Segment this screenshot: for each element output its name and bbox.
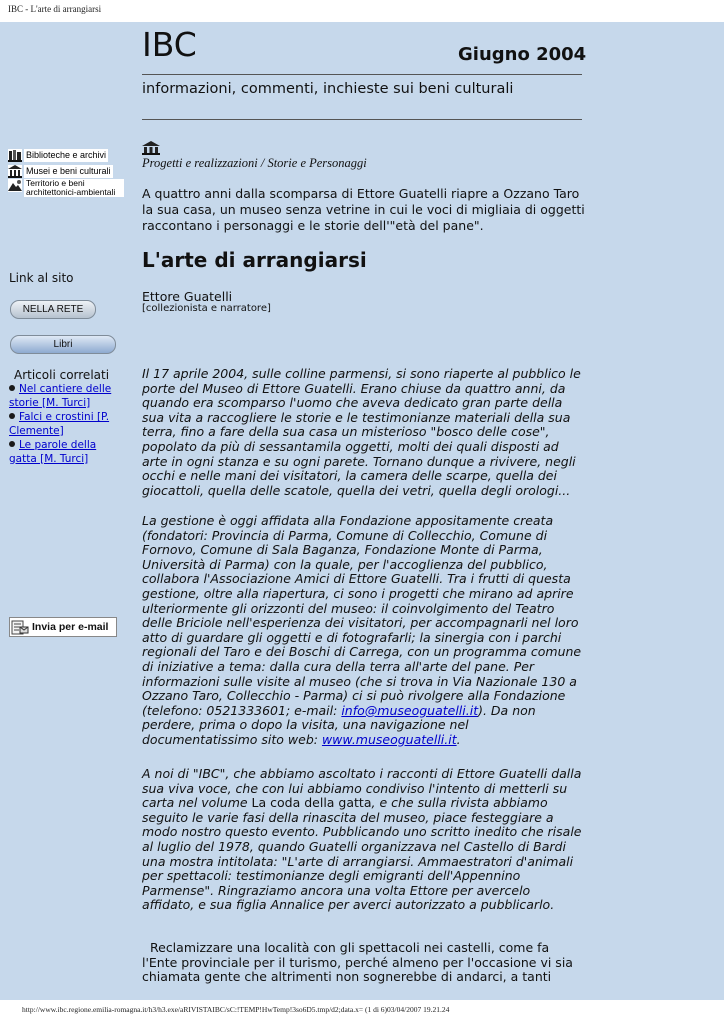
article-paragraph-1: Il 17 aprile 2004, sulle colline parmensi, si sono riaperte al pubblico le porte del Museo di Ettore Guatelli. Erano chiuse da quattro anni, da quando era scomparso l'uomo che aveva dedicato gran parte della sua vita a raccogliere le storie e le testimonianze materiali della sua terra, fino a fare della sua casa un misterioso "bosco delle cose", popolato da più di sessantamila oggetti, molti dei quali disposti ad arte in ogni stanza e su ogni parete. Tornano dunque a rivivere, negli occhi e nelle mani dei visitatori, la camera delle scarpe, quella dei giocattoli, quella delle scatole, quella dei vetri, quella degli orologi... <box>142 366 581 498</box>
list-item <box>9 383 121 410</box>
article-author-role: [collezionista e narratore] <box>142 303 271 314</box>
article-title: L'arte di arrangiarsi <box>142 248 367 272</box>
masthead-rule-bottom <box>142 119 582 120</box>
article-author: Ettore Guatelli <box>142 289 233 304</box>
email-icon <box>11 619 29 635</box>
bullet-icon <box>9 413 15 419</box>
museum-icon <box>142 141 160 155</box>
masthead-tagline: informazioni, commenti, inchieste sui beni culturali <box>142 81 514 97</box>
article-paragraph-4: Reclamizzare una località con gli spettacoli nei castelli, come fa l'Ente provinciale per il turismo, perché almeno per l'occasione vi sia chiamata gente che altrimenti non sognerebbe di andarci, a tanti <box>142 940 573 985</box>
bullet-icon <box>9 441 15 447</box>
sidebar-item-label: Musei e beni culturali <box>26 165 111 176</box>
send-email-button[interactable] <box>9 617 117 637</box>
masthead-rule-top <box>142 74 582 75</box>
article-paragraph-2 <box>142 514 582 748</box>
libri-button[interactable]: Libri <box>10 335 116 354</box>
nella-rete-button[interactable]: NELLA RETE <box>10 300 96 319</box>
related-article-link[interactable]: Nel cantiere delle storie [M. Turci] <box>9 383 112 409</box>
sidebar-item-libraries[interactable] <box>8 147 124 163</box>
email-link[interactable]: info@museoguatelli.it <box>341 702 479 718</box>
issue-date: Giugno 2004 <box>458 44 587 65</box>
paragraph-text: La gestione è oggi affidata alla Fondazione appositamente creata (fondatori: Provincia di Parma, Comune di Collecchio, Comune di Fornovo, Comune di Sala Baganza, Fondazione Monte di Parma, Università di Parma) con la quale, per l'accoglienza del pubblico, collabora l'Associazione Amici di Ettore Guatelli. Tra i frutti di questa gestione, oltre alla riapertura, ci sono i progetti che mirano ad aprire ulteriormente gli orizzonti del museo: il coinvolgimento del Teatro delle Briciole nell'esperienza dei visitatori, per accompagnarli nel loro atto di guardare gli oggetti e di fotografarli; la sinergia con i parchi regionali del Taro e dei Boschi di Carrega, con un programma comune di iniziative a tema: dalla cura della terra all'arte del pane. Per informazioni sulle visite al museo (che si trova in Via Nazionale 130 a Ozzano Taro, Collecchio - Parma) ci si può rivolgere alla Fondazione (telefono: 0521333601; e-mail: <box>142 513 582 718</box>
send-email-label: Invia per e-mail <box>32 621 109 633</box>
article-paragraph-3 <box>142 767 582 913</box>
article-lead: A quattro anni dalla scomparsa di Ettore Guatelli riapre a Ozzano Taro la sua casa, un museo senza vetrine in cui le voci di migliaia di oggetti raccontano i personaggi e le storie dell'"età del pane". <box>142 186 585 233</box>
paragraph-text: . <box>456 731 461 747</box>
sidebar-item-label: Biblioteche e archivi <box>26 149 107 160</box>
sidebar-item-territory[interactable] <box>8 179 124 203</box>
library-icon <box>8 149 22 162</box>
article-category: Progetti e realizzazioni / Storie e Personaggi <box>142 156 367 170</box>
sidebar-categories <box>8 147 124 203</box>
sidebar-item-label: Territorio e beni architettonici-ambientali <box>24 179 124 197</box>
territory-icon <box>8 179 22 192</box>
list-item <box>9 411 121 438</box>
print-footer-url: http://www.ibc.regione.emilia-romagna.it/h3/h3.exe/aRIVISTAIBC/sC:!TEMP!HwTemp!3so6D5.tmp/d2;data.x= (1 di 6)03/04/2007 19.21.24 <box>22 1005 450 1014</box>
related-articles-list <box>9 383 121 467</box>
paragraph-text: ). Da non perdere, prima o dopo la visita, una navigazione nel documentatissimo sito web: <box>142 702 536 747</box>
sidebar-link-title: Link al sito <box>9 271 74 285</box>
bullet-icon <box>9 385 15 391</box>
sidebar-item-museums[interactable] <box>8 163 124 179</box>
related-article-link[interactable]: Falci e crostini [P. Clemente] <box>9 411 110 437</box>
list-item <box>9 439 121 466</box>
related-articles-title: Articoli correlati <box>14 368 110 382</box>
website-link[interactable]: www.museoguatelli.it <box>321 731 457 747</box>
ibc-logo: IBC <box>142 25 197 64</box>
related-article-link[interactable]: Le parole della gatta [M. Turci] <box>9 439 97 465</box>
museum-icon <box>8 165 22 178</box>
paragraph-text: A noi di "IBC", che abbiamo ascoltato i racconti di Ettore Guatelli dalla sua viva voce, che con lui abbiamo condiviso l'intento di metterli su carta nel volume <box>142 766 582 811</box>
print-header-title: IBC - L'arte di arrangiarsi <box>8 4 102 14</box>
book-title: La coda della gatta <box>251 795 372 811</box>
page-content <box>0 22 724 1000</box>
paragraph-text: , e che sulla rivista abbiamo seguito le varie fasi della rinascita del museo, piace festeggiare a modo nostro questo evento. Pubblicando uno scritto inedito che risale al luglio del 1978, quando Guatelli organizzava nel Castello di Bardi una mostra intitolata: "L'arte di arrangiarsi. Ammaestratori d'animali per spettacoli: testimonianze degli emigranti dell'Appennino Parmense". Ringraziamo ancora una volta Ettore per avercelo affidato, e sua figlia Annalice per averci autorizzato a pubblicarlo. <box>142 795 582 913</box>
